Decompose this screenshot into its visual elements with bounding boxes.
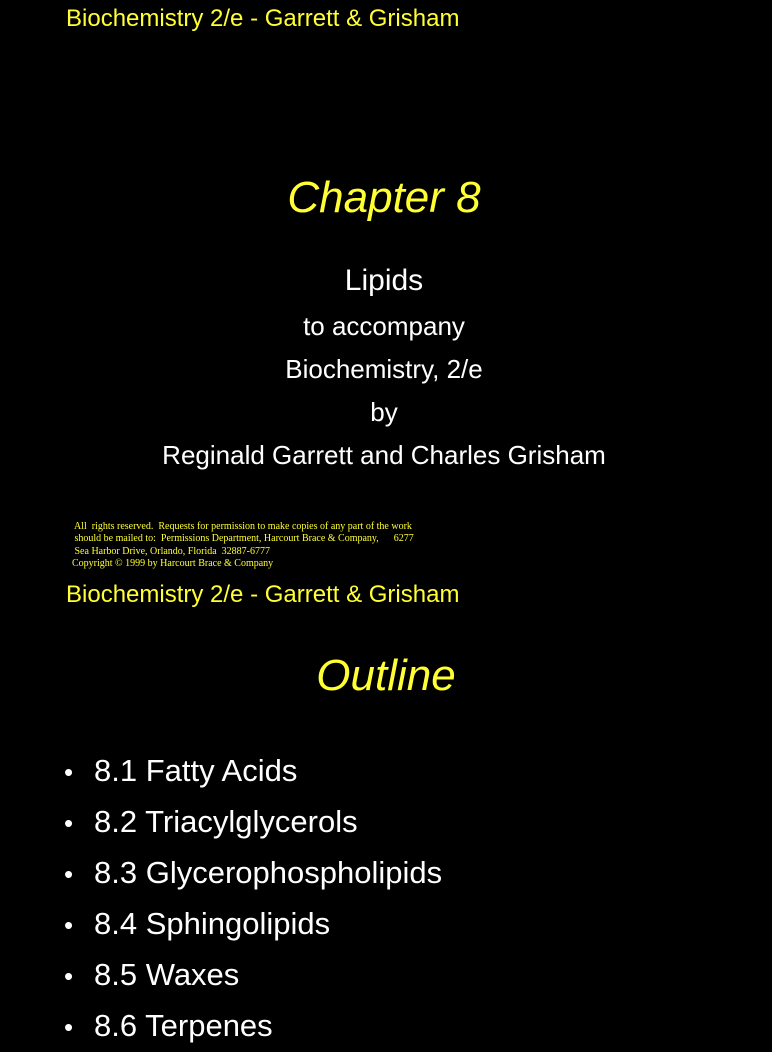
list-item (64, 899, 442, 950)
list-item (64, 797, 442, 848)
list-item-label: 8.5 Waxes (94, 957, 240, 992)
outline-slide (0, 580, 768, 1043)
book-title-line: Biochemistry, 2/e (285, 354, 483, 384)
bullet-icon: • (64, 859, 74, 889)
slide-header: Biochemistry 2/e - Garrett & Grisham (66, 5, 460, 32)
list-item (64, 950, 442, 1001)
by-line: by (370, 397, 398, 427)
bullet-icon: • (64, 757, 74, 787)
copyright-line: Sea Harbor Drive, Orlando, Florida 32887-6777 (72, 545, 271, 557)
list-item (64, 848, 442, 899)
authors-line: Reginald Garrett and Charles Grisham (162, 440, 606, 470)
outline-title: Outline (316, 651, 456, 700)
list-item-label: 8.4 Sphingolipids (94, 906, 331, 941)
list-item-label: 8.3 Glycerophospholipids (94, 855, 443, 890)
bullet-icon: • (64, 961, 74, 991)
copyright-notice (72, 521, 414, 571)
list-item-label: 8.1 Fatty Acids (94, 753, 298, 788)
bullet-icon: • (64, 808, 74, 838)
outline-list (64, 746, 442, 1052)
subtitle-line: to accompany (303, 311, 465, 341)
list-item (64, 746, 442, 797)
copyright-line: should be mailed to: Permissions Department, Harcourt Brace & Company, 6277 (72, 533, 414, 545)
bullet-icon: • (64, 910, 74, 940)
copyright-line: All rights reserved. Requests for permission to make copies of any part of the work (72, 521, 412, 532)
list-item-label: 8.6 Terpenes (94, 1008, 273, 1043)
bullet-icon: • (64, 1012, 74, 1042)
list-item (64, 1001, 442, 1052)
list-item-label: 8.2 Triacylglycerols (94, 804, 358, 839)
slide-header: Biochemistry 2/e - Garrett & Grisham (66, 581, 460, 608)
chapter-subject: Lipids (344, 264, 424, 297)
chapter-title: Chapter 8 (287, 173, 481, 222)
copyright-line: Copyright © 1999 by Harcourt Brace & Company (72, 558, 274, 570)
